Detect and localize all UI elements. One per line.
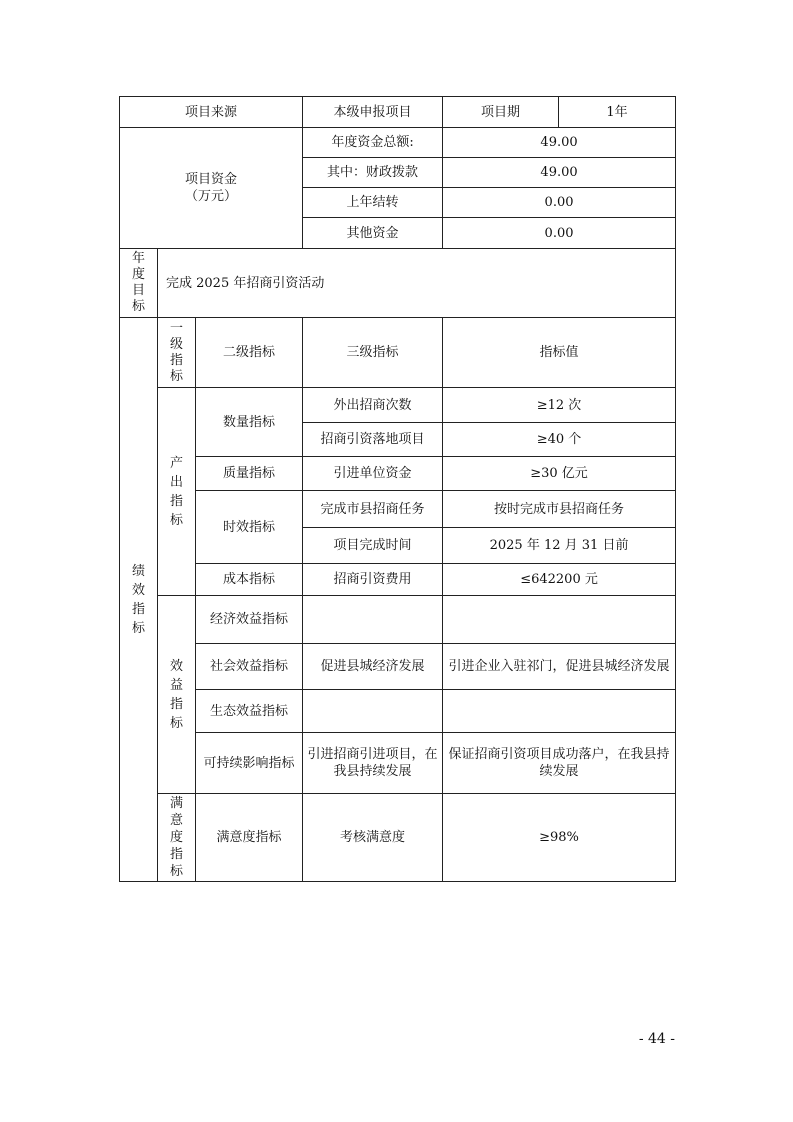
value-head: 指标值 xyxy=(443,318,676,388)
satisfaction-indicator: 满意度指标 xyxy=(196,794,303,882)
level2-head: 二级指标 xyxy=(196,318,303,388)
quantity-item-1: 外出招商次数 xyxy=(303,388,443,423)
timeliness-value-2: 2025 年 12 月 31 日前 xyxy=(443,528,676,564)
quantity-value-2: ≥40 个 xyxy=(443,423,676,457)
quality-indicator: 质量指标 xyxy=(196,457,303,491)
timeliness-item-2: 项目完成时间 xyxy=(303,528,443,564)
funds-total-label: 年度资金总额: xyxy=(303,128,443,158)
funds-total-value: 49.00 xyxy=(443,128,676,158)
funds-label-cell xyxy=(120,128,303,249)
ecological-value xyxy=(443,690,676,733)
cost-indicator: 成本指标 xyxy=(196,564,303,596)
social-value: 引进企业入驻祁门，促进县城经济发展 xyxy=(443,644,676,690)
annual-goal-text: 完成 2025 年招商引资活动 xyxy=(158,249,676,318)
annual-goal-label: 年度目标 xyxy=(131,251,145,314)
sustainable-item: 引进招商引进项目，在我县持续发展 xyxy=(303,733,443,794)
annual-goal-row xyxy=(120,249,676,318)
sustainable-indicator: 可持续影响指标 xyxy=(196,733,303,794)
output-timeliness-row-1 xyxy=(120,491,676,528)
cost-value: ≤642200 元 xyxy=(443,564,676,596)
sustainable-value: 保证招商引资项目成功落户，在我县持续发展 xyxy=(443,733,676,794)
benefit-label: 效益指标 xyxy=(169,658,183,731)
output-cost-row xyxy=(120,564,676,596)
level1-head: 一级指标 xyxy=(169,320,183,384)
funds-unit: （万元） xyxy=(185,189,238,204)
timeliness-indicator: 时效指标 xyxy=(196,491,303,564)
satisfaction-item: 考核满意度 xyxy=(303,794,443,882)
benefit-economic-row xyxy=(120,596,676,644)
level1-head-cell xyxy=(158,318,196,388)
satisfaction-label-cell xyxy=(158,794,196,882)
funds-fiscal-value: 49.00 xyxy=(443,158,676,188)
funds-carryover-value: 0.00 xyxy=(443,188,676,218)
ecological-item xyxy=(303,690,443,733)
funds-other-value: 0.00 xyxy=(443,218,676,249)
performance-label-cell xyxy=(120,318,158,882)
social-item: 促进县城经济发展 xyxy=(303,644,443,690)
funds-total-row xyxy=(120,128,676,158)
cost-item: 招商引资费用 xyxy=(303,564,443,596)
benefit-sustainable-row xyxy=(120,733,676,794)
quantity-item-2: 招商引资落地项目 xyxy=(303,423,443,457)
ecological-indicator: 生态效益指标 xyxy=(196,690,303,733)
benefit-label-cell xyxy=(158,596,196,794)
quantity-value-1: ≥12 次 xyxy=(443,388,676,423)
period-value: 1年 xyxy=(559,97,676,128)
economic-indicator: 经济效益指标 xyxy=(196,596,303,644)
benefit-ecological-row xyxy=(120,690,676,733)
quantity-indicator: 数量指标 xyxy=(196,388,303,457)
funds-other-label: 其他资金 xyxy=(303,218,443,249)
social-indicator: 社会效益指标 xyxy=(196,644,303,690)
project-table xyxy=(119,96,676,882)
source-label: 项目来源 xyxy=(120,97,303,128)
economic-item xyxy=(303,596,443,644)
output-label-cell xyxy=(158,388,196,596)
level3-head: 三级指标 xyxy=(303,318,443,388)
funds-carryover-label: 上年结转 xyxy=(303,188,443,218)
timeliness-item-1: 完成市县招商任务 xyxy=(303,491,443,528)
satisfaction-value: ≥98% xyxy=(443,794,676,882)
funds-label: 项目资金 xyxy=(185,172,238,187)
output-label: 产出指标 xyxy=(169,455,183,528)
output-quantity-row-1 xyxy=(120,388,676,423)
source-value: 本级申报项目 xyxy=(303,97,443,128)
satisfaction-row xyxy=(120,794,676,882)
funds-fiscal-label: 其中：财政拨款 xyxy=(303,158,443,188)
economic-value xyxy=(443,596,676,644)
quality-item: 引进单位资金 xyxy=(303,457,443,491)
quality-value: ≥30 亿元 xyxy=(443,457,676,491)
annual-goal-label-cell xyxy=(120,249,158,318)
benefit-social-row xyxy=(120,644,676,690)
page-number: - 44 - xyxy=(638,1031,675,1047)
satisfaction-label: 满意度指标 xyxy=(169,796,183,879)
performance-header-row xyxy=(120,318,676,388)
output-quality-row xyxy=(120,457,676,491)
project-source-row xyxy=(120,97,676,128)
period-label: 项目期 xyxy=(443,97,559,128)
timeliness-value-1: 按时完成市县招商任务 xyxy=(443,491,676,528)
performance-label: 绩效指标 xyxy=(131,563,145,636)
